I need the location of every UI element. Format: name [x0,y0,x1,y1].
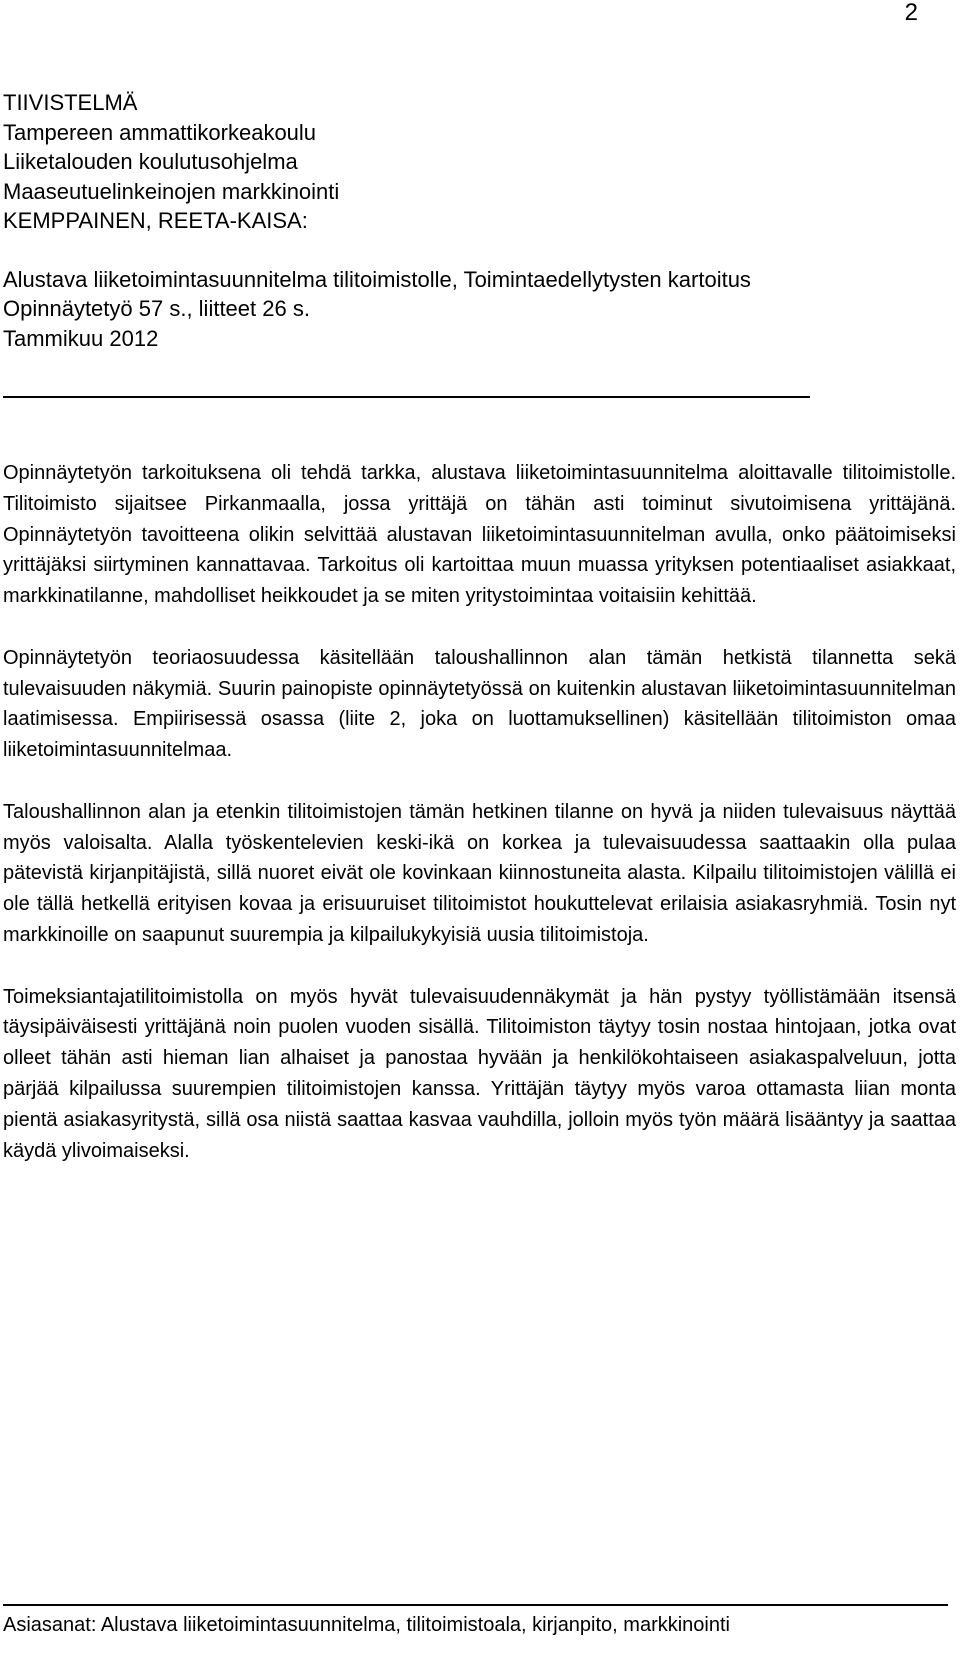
school-name: Tampereen ammattikorkeakoulu [3,119,317,145]
abstract-paragraph: Toimeksiantajatilitoimistolla on myös hyvät tulevaisuudennäkymät ja hän pystyy työllistämään itsensä täysipäiväisesti yrittäjänä noin puolen vuoden sisällä. Tilitoimiston täytyy tosin nostaa hintojaan, jotka ovat olleet tähän asti hieman lian alhaiset ja panostaa hyvään ja henkilökohtaiseen asiakaspalveluun, jotta pärjää kilpailussa suurempien tilitoimistojen kanssa. Yrittäjän täytyy myös varoa ottamasta liian monta pientä asiakasyritystä, sillä osa niistä saattaa kasvaa vauhdilla, jolloin myös työn määrä lisääntyy ja saattaa käydä ylivoimaiseksi. [3,985,956,1162]
page-number: 2 [904,0,918,26]
abstract-paragraph: Opinnäytetyön teoriaosuudessa käsitellään taloushallinnon alan tämän hetkistä tilannetta sekä tulevaisuuden näkymiä. Suurin painopiste opinnäytetyössä on kuitenkin alustavan liiketoimintasuunnitelman laatimisessa. Empiirisessä osassa (liite 2, joka on luottamuksellinen) käsitellään tilitoimiston omaa liiketoimintasuunnitelmaa. [3,646,956,762]
abstract-paragraph: Opinnäytetyön tarkoituksena oli tehdä tarkka, alustava liiketoimintasuunnitelma aloittavalle tilitoimistolle. Tilitoimisto sijaitsee Pirkanmaalla, jossa yrittäjä on tähän asti toiminut sivutoimisena yrittäjänä. Opinnäytetyön tavoitteena olikin selvittää alustavan liiketoimintasuunnitelman avulla, onko päätoimiseksi yrittäjäksi siirtyminen kannattavaa. Tarkoitus oli kartoittaa muun muassa yrityksen potentiaaliset asiakkaat, markkinatilanne, mahdolliset heikkoudet ja se miten yritystoimintaa voitaisiin kehittää. [3,462,956,608]
keywords-divider [3,1604,948,1606]
thesis-title: Alustava liiketoimintasuunnitelma tilitoimistolle, Toimintaedellytysten kartoitus [3,266,751,292]
specialization: Maaseutuelinkeinojen markkinointi [3,178,340,204]
spacer [3,236,751,265]
page-title: TIIVISTELMÄ [3,90,138,115]
author-name: KEMPPAINEN, REETA-KAISA: [3,208,308,233]
header-divider [3,396,810,398]
publication-date: Tammikuu 2012 [3,325,159,351]
keywords: Asiasanat: Alustava liiketoimintasuunnitelma, tilitoimistoala, kirjanpito, markkinointi [3,1614,730,1636]
abstract-header [3,88,751,353]
page-count: Opinnäytetyö 57 s., liitteet 26 s. [3,296,310,321]
abstract-paragraph: Taloushallinnon alan ja etenkin tilitoimistojen tämän hetkinen tilanne on hyvä ja niiden tulevaisuus näyttää myös valoisalta. Alalla työskentelevien keski-ikä on korkea ja tulevaisuudessa saattaakin olla pulaa pätevistä kirjanpitäjistä, sillä nuoret eivät ole kovinkaan kiinnostuneita alasta. Kilpailu tilitoimistojen välillä ei ole tällä hetkellä erityisen kovaa ja erisuuruiset tilitoimistot houkuttelevat erilaisia asiakasryhmiä. Tosin nyt markkinoille on saapunut suurempia ja kilpailukykyisiä uusia tilitoimistoja. [3,800,956,946]
degree-program: Liiketalouden koulutusohjelma [3,149,298,174]
abstract-body [3,458,956,1197]
